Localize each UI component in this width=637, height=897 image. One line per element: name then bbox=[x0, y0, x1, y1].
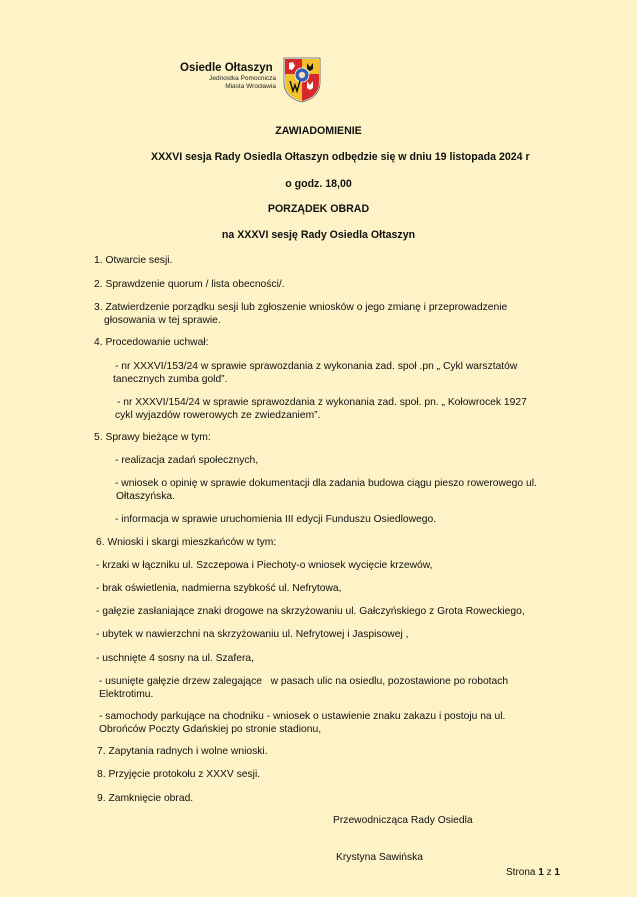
complaint-4: - ubytek w nawierzchni na skrzyżowaniu ul. Nefrytowej i Jaspisowej , bbox=[96, 629, 409, 640]
agenda-item-2: 2. Sprawdzenie quorum / lista obecności/. bbox=[94, 279, 285, 290]
complaint-1: - krzaki w łączniku ul. Szczepowa i Piechoty-o wniosek wycięcie krzewów, bbox=[96, 560, 433, 571]
page-label: Strona bbox=[506, 867, 536, 878]
org-name: Osiedle Ołtaszyn bbox=[180, 62, 273, 74]
city-crest-icon bbox=[283, 57, 321, 103]
complaint-3: - gałęzie zasłaniające znaki drogowe na skrzyżowaniu ul. Gałczyńskiego z Grota Roweckiego, bbox=[96, 606, 525, 617]
agenda-item-3-cont: głosowania w tej sprawie. bbox=[104, 315, 221, 326]
page-of: z bbox=[546, 867, 552, 878]
page-total: 1 bbox=[554, 867, 560, 878]
resolution-154: - nr XXXVI/154/24 w sprawie sprawozdania z wykonania zad. społ. pn. „ Kołowrocek 1927 bbox=[117, 397, 527, 408]
org-subtitle-2: Miasta Wrocławia bbox=[225, 83, 276, 90]
current-matter-1: - realizacja zadań społecznych, bbox=[115, 455, 259, 466]
agenda-subtitle: na XXXVI sesję Rady Osiedla Ołtaszyn bbox=[221, 229, 416, 241]
complaint-5: - uschnięte 4 sosny na ul. Szafera, bbox=[96, 653, 254, 664]
page-current: 1 bbox=[538, 867, 544, 878]
complaint-7: - samochody parkujące na chodniku - wniosek o ustawienie znaku zakazu i postoju na ul. bbox=[99, 711, 506, 722]
page-number bbox=[506, 867, 560, 878]
agenda-item-4: 4. Procedowanie uchwał: bbox=[94, 337, 209, 348]
complaint-7-cont: Obrońców Poczty Gdańskiej po stronie stadionu, bbox=[99, 724, 322, 735]
complaint-2: - brak oświetlenia, nadmierna szybkość ul. Nefrytowa, bbox=[96, 583, 342, 594]
agenda-item-1: 1. Otwarcie sesji. bbox=[94, 255, 173, 266]
current-matter-2: - wniosek o opinię w sprawie dokumentacji dla zadania budowa ciągu pieszo rowerowego ul. bbox=[115, 478, 537, 489]
resolution-153: - nr XXXVI/153/24 w sprawie sprawozdania z wykonania zad. społ .pn „ Cykl warsztatów bbox=[115, 361, 518, 372]
agenda-item-9: 9. Zamknięcie obrad. bbox=[97, 793, 194, 804]
signature-role: Przewodnicząca Rady Osiedla bbox=[333, 815, 473, 826]
agenda-item-3: 3. Zatwierdzenie porządku sesji lub zgłoszenie wniosków o jego zmianę i przeprowadzenie bbox=[94, 302, 508, 313]
agenda-item-7: 7. Zapytania radnych i wolne wnioski. bbox=[97, 746, 268, 757]
agenda-item-8: 8. Przyjęcie protokołu z XXXV sesji. bbox=[97, 769, 261, 780]
complaint-6-cont: Elektrotimu. bbox=[99, 689, 154, 700]
resolution-153-cont: tanecznych zumba gold”. bbox=[113, 374, 228, 385]
agenda-item-6: 6. Wnioski i skargi mieszkańców w tym: bbox=[96, 537, 277, 548]
resolution-154-cont: cykl wyjazdów rowerowych ze zwiedzaniem”. bbox=[115, 410, 321, 421]
agenda-item-5: 5. Sprawy bieżące w tym: bbox=[94, 432, 211, 443]
complaint-6: - usunięte gałęzie drzew zalegające w pasach ulic na osiedlu, pozostawione po robotach bbox=[96, 676, 509, 687]
current-matter-2-cont: Ołtaszyńska. bbox=[116, 491, 175, 502]
org-subtitle-1: Jednostka Pomocnicza bbox=[209, 75, 276, 82]
session-line: XXXVI sesja Rady Osiedla Ołtaszyn odbędzie się w dniu 19 listopada 2024 r bbox=[151, 151, 530, 163]
current-matter-3: - informacja w sprawie uruchomienia III edycji Funduszu Osiedlowego. bbox=[115, 514, 437, 525]
time-line: o godz. 18,00 bbox=[285, 178, 352, 190]
document-title: ZAWIADOMIENIE bbox=[275, 125, 362, 137]
agenda-title: PORZĄDEK OBRAD bbox=[267, 203, 370, 215]
signature-name: Krystyna Sawińska bbox=[336, 852, 423, 863]
